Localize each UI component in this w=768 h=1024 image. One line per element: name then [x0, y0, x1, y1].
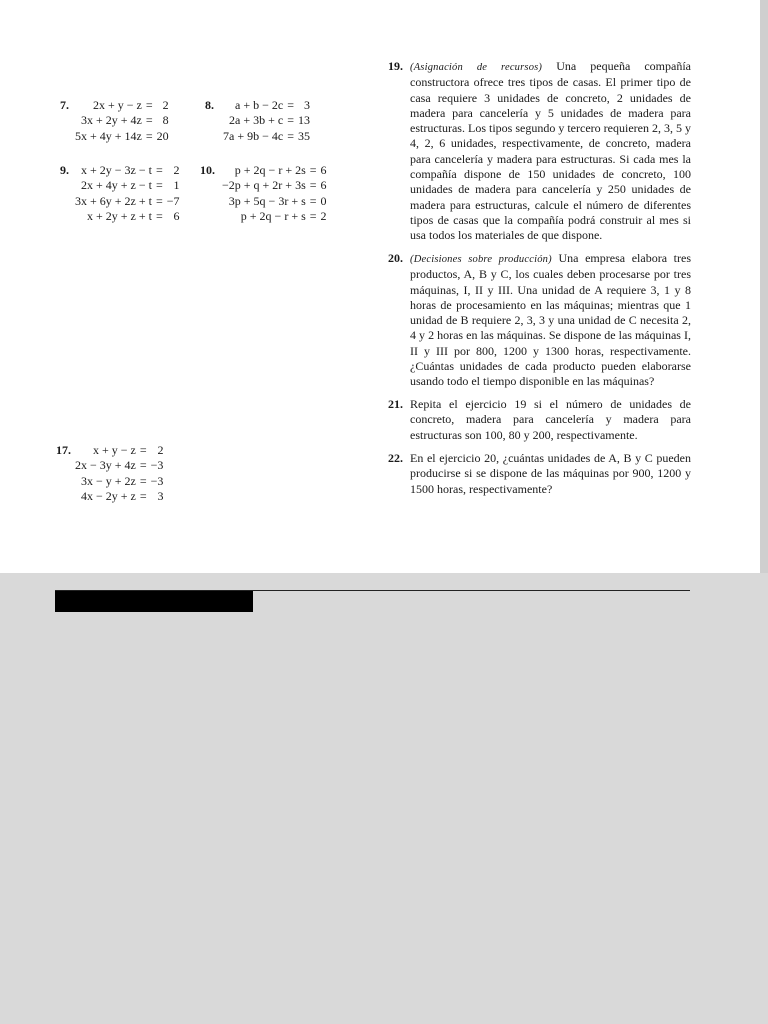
- equation-lhs: 2x + y − z: [93, 98, 142, 112]
- equation-row: [75, 209, 180, 224]
- equals-sign: =: [287, 98, 294, 112]
- equation-row: [75, 489, 163, 504]
- equation-lhs: 3x + 2y + 4z: [81, 113, 142, 128]
- equation-rhs: 1: [173, 178, 180, 193]
- problem-22: [388, 451, 691, 497]
- problem-number: 21.: [388, 397, 403, 411]
- equation-rhs: 2: [157, 443, 164, 457]
- equals-sign: =: [139, 443, 147, 457]
- equation-row: [75, 194, 180, 209]
- exercise-number: 8.: [205, 98, 214, 112]
- equation-lhs: p + 2q − r + 2s: [234, 163, 306, 177]
- section-header-bar: [55, 591, 253, 612]
- problem-body: Una pequeña compañía constructora ofrece tres tipos de casas. El primer tipo de casa requiere 3 unidades de concreto, 2 unidades de madera para cancelería y 5 unidades de madera para estructuras. Los tipos segundo y tercero requieren 2, 3, 5 y 4, 2, 6 unidades, respectivamente, de concreto, madera para cancelería y madera para estructuras. Si cada mes la compañía dispone de 150 unidades de concreto, 100 unidades de madera para cancelería y 250 unidades de madera para estructuras, calcule el número de diferentes tipos de casas que la compañía podrá construir al mes si usa todos los materiales de que dispone.: [410, 59, 691, 243]
- equation-lhs: 5x + 4y + 14z: [75, 128, 142, 143]
- problem-body: Una empresa elabora tres productos, A, B y C, los cuales deben procesarse por tres máquinas, I, II y III. Una unidad de A requiere 3, 1 y 8 horas de procesamiento en las máquinas; mientras que 1 unidad de B requiere 2, 3, 3 y una unidad de C necesita 2, 4 y 2 horas en las máquinas. Se dispone de las máquinas I, II y III por 800, 1200 y 1300 horas, respectivamente. ¿Cuántas unidades de cada producto pueden elaborarse usando todo el tiempo disponible en las máquinas?: [410, 251, 692, 389]
- equals-sign: =: [155, 178, 163, 193]
- equation-row: [75, 443, 163, 458]
- equations: [223, 98, 310, 144]
- equation-rhs: 6: [173, 208, 180, 223]
- problem-body: En el ejercicio 20, ¿cuántas unidades de A, B y C pueden producirse si se dispone de las máquinas por 900, 1200 y 1500 horas, respectivamente?: [410, 451, 691, 496]
- equation-lhs: 3x − y + 2z: [81, 473, 136, 488]
- equation-lhs: p + 2q − r + s: [240, 208, 306, 223]
- equation-lhs: 4x − 2y + z: [81, 488, 136, 503]
- equation-lhs: 2x − 3y + 4z: [75, 458, 136, 473]
- problem-number: 19.: [388, 59, 403, 73]
- equation-rhs: 20: [156, 128, 169, 143]
- problem-text: [410, 397, 691, 443]
- problem-body: Repita el ejercicio 19 si el número de unidades de concreto, madera para cancelería y madera para estructuras son 100, 80 y 200, respectivamente.: [410, 397, 691, 442]
- equation-rhs: 8: [162, 113, 169, 128]
- equation-lhs: 3p + 5q − 3r + s: [228, 193, 306, 208]
- equals-sign: =: [145, 98, 153, 112]
- equations: [75, 163, 180, 224]
- exercise-number: 7.: [60, 98, 69, 112]
- problem-number: 22.: [388, 451, 403, 465]
- equals-sign: =: [155, 163, 163, 177]
- equation-row: [75, 129, 169, 144]
- problem-19: [388, 59, 691, 244]
- problem-21: [388, 397, 691, 443]
- equals-sign: =: [139, 458, 147, 473]
- equation-rhs: 13: [297, 113, 310, 128]
- equation-rhs: 2: [173, 163, 180, 177]
- equation-lhs: x + y − z: [93, 443, 136, 457]
- equation-rhs: 2: [320, 208, 327, 223]
- equation-row: [222, 163, 327, 178]
- equals-sign: =: [309, 208, 317, 223]
- equation-row: [223, 98, 310, 113]
- equation-row: [75, 458, 163, 473]
- equation-row: [222, 194, 327, 209]
- equation-row: [75, 474, 163, 489]
- exercise-number: 17.: [56, 443, 71, 457]
- equals-sign: =: [287, 128, 294, 143]
- equation-row: [222, 178, 327, 193]
- equation-rhs: 2: [162, 98, 169, 112]
- equation-rhs: 3: [303, 98, 310, 112]
- equation-lhs: −2p + q + 2r + 3s: [222, 178, 306, 193]
- equals-sign: =: [139, 488, 147, 503]
- problem-title: (Asignación de recursos): [410, 62, 543, 73]
- equation-rhs: −3: [150, 458, 164, 473]
- equation-row: [223, 129, 310, 144]
- equals-sign: =: [139, 473, 147, 488]
- problem-text: [410, 59, 691, 244]
- problem-text: [410, 251, 691, 390]
- equation-lhs: x + 2y + z + t: [87, 208, 152, 223]
- equation-rhs: −7: [166, 193, 180, 208]
- equation-rhs: 6: [320, 163, 327, 177]
- equation-rhs: −3: [150, 473, 164, 488]
- equation-row: [75, 98, 169, 113]
- page-edge: [760, 0, 768, 573]
- equation-row: [75, 163, 180, 178]
- problem-number: 20.: [388, 251, 403, 265]
- exercise-number: 9.: [60, 163, 69, 177]
- equation-rhs: 35: [297, 128, 310, 143]
- equation-row: [222, 209, 327, 224]
- equation-lhs: 2x + 4y + z − t: [81, 178, 152, 193]
- equals-sign: =: [155, 193, 163, 208]
- problem-20: [388, 251, 691, 390]
- equals-sign: =: [309, 178, 317, 193]
- equation-lhs: a + b − 2c: [235, 98, 284, 112]
- equations: [75, 98, 169, 144]
- exercise-number: 10.: [200, 163, 215, 177]
- equation-row: [223, 113, 310, 128]
- problem-title: (Decisiones sobre producción): [410, 254, 552, 265]
- equals-sign: =: [145, 128, 153, 143]
- equals-sign: =: [287, 113, 294, 128]
- equation-rhs: 0: [320, 193, 327, 208]
- equation-row: [75, 113, 169, 128]
- equals-sign: =: [309, 193, 317, 208]
- equals-sign: =: [155, 208, 163, 223]
- equals-sign: =: [309, 163, 317, 177]
- equation-lhs: 7a + 9b − 4c: [223, 128, 284, 143]
- equations: [75, 443, 163, 504]
- equation-row: [75, 178, 180, 193]
- equation-rhs: 6: [320, 178, 327, 193]
- equation-rhs: 3: [157, 488, 164, 503]
- equation-lhs: 3x + 6y + 2z + t: [75, 193, 152, 208]
- equation-lhs: x + 2y − 3z − t: [81, 163, 152, 177]
- equations: [222, 163, 327, 224]
- equation-lhs: 2a + 3b + c: [229, 113, 284, 128]
- problem-text: [410, 451, 691, 497]
- equals-sign: =: [145, 113, 153, 128]
